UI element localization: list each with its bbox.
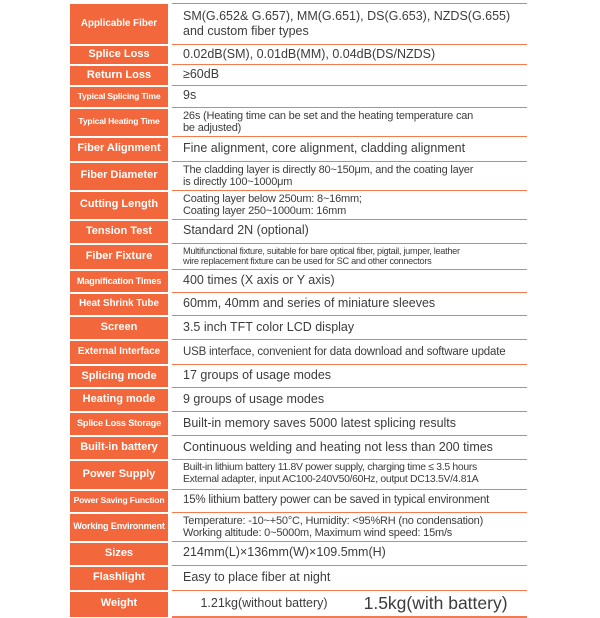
value-line: Temperature: -10~+50°C, Humidity: <95%RH (no condensation) [183, 514, 484, 527]
spec-value [172, 566, 527, 591]
row-power-saving-function [70, 490, 527, 513]
row-external-interface [70, 340, 527, 365]
value-line: Easy to place fiber at night [183, 569, 331, 584]
spec-label: External Interface [70, 341, 168, 364]
spec-label: Typical Splicing Time [70, 87, 168, 107]
spec-table [70, 3, 527, 618]
spec-value [172, 220, 527, 244]
spec-label: Splicing mode [70, 366, 168, 387]
value-line: 60mm, 40mm and series of miniature sleeves [183, 296, 436, 311]
spec-label: Splice Loss Storage [70, 413, 168, 435]
value-line: wire replacement fixture can be used for SC and other connectors [183, 256, 432, 267]
value-line: 400 times (X axis or Y axis) [183, 273, 335, 288]
spec-value [172, 513, 527, 542]
row-tension-test [70, 220, 527, 244]
spec-label: Fiber Alignment [70, 138, 168, 161]
value-line: Multifunctional fixture, suitable for bare optical fiber, pigtail, jumper, leather [183, 245, 460, 256]
spec-value [172, 365, 527, 388]
row-built-in-battery [70, 436, 527, 460]
spec-label: Typical Heating Time [70, 109, 168, 136]
row-sizes [70, 542, 527, 566]
spec-value [172, 542, 527, 566]
row-splice-loss [70, 45, 527, 65]
row-heat-shrink-tube [70, 293, 527, 316]
spec-label: Weight [70, 592, 168, 617]
spec-value [172, 490, 527, 513]
value-line: The cladding layer is directly 80~150μm, and the coating layer [183, 163, 474, 176]
value-line: 9 groups of usage modes [183, 391, 325, 406]
value-line: 15% lithium battery power can be saved in typical environment [183, 494, 490, 507]
spec-label: Fiber Diameter [70, 163, 168, 190]
spec-label: Sizes [70, 543, 168, 565]
value-line: be adjusted) [183, 121, 242, 134]
spec-value [172, 591, 527, 618]
value-line: 214mm(L)×136mm(W)×109.5mm(H) [183, 545, 386, 560]
spec-value [172, 108, 527, 137]
row-fiber-fixture [70, 244, 527, 271]
spec-value [172, 45, 527, 65]
value-line: 26s (Heating time can be set and the heating temperature can [183, 109, 474, 122]
spec-label: Tension Test [70, 221, 168, 243]
value-line: is directly 100~1000μm [183, 175, 293, 188]
spec-value [172, 412, 527, 436]
value-line: Standard 2N (optional) [183, 223, 309, 238]
value-line: USB interface, convenient for data download and software update [183, 346, 506, 359]
spec-value [172, 388, 527, 412]
spec-value [172, 270, 527, 293]
row-splice-loss-storage [70, 412, 527, 436]
value-line: 3.5 inch TFT color LCD display [183, 319, 355, 334]
spec-value [172, 293, 527, 316]
row-flashlight [70, 566, 527, 591]
row-screen [70, 316, 527, 340]
value-line: Continuous welding and heating not less than 200 times [183, 439, 493, 454]
value-line: 17 groups of usage modes [183, 368, 332, 383]
spec-label: Heating mode [70, 389, 168, 411]
spec-label: Return Loss [70, 66, 168, 84]
value-line: 0.02dB(SM), 0.01dB(MM), 0.04dB(DS/NZDS) [183, 47, 436, 61]
value-line: Built-in lithium battery 11.8V power supply, charging time ≤ 3.5 hours [183, 462, 477, 474]
value-line: Coating layer below 250um: 8~16mm; [183, 192, 362, 205]
value-line: 9s [183, 88, 197, 103]
row-return-loss [70, 65, 527, 85]
spec-value [172, 244, 527, 271]
row-fiber-alignment [70, 137, 527, 162]
spec-label: Power Saving Function [70, 491, 168, 512]
spec-value [172, 65, 527, 85]
value-line: SM(G.652& G.657), MM(G.651), DS(G.653), NZDS(G.655) [183, 8, 511, 23]
spec-label: Applicable Fiber [70, 4, 168, 44]
spec-label: Screen [70, 317, 168, 339]
spec-value [172, 162, 527, 191]
value-line: External adapter, input AC100-240V50/60Hz, output DC13.5V/4.81A [183, 474, 479, 486]
row-fiber-diameter [70, 162, 527, 191]
spec-value [172, 86, 527, 108]
spec-label: Built-in battery [70, 437, 168, 459]
spec-value [172, 460, 527, 489]
spec-value [172, 191, 527, 220]
row-splicing-mode [70, 365, 527, 388]
spec-label: Cutting Length [70, 192, 168, 219]
spec-label: Working Environment [70, 514, 168, 541]
spec-label: Heat Shrink Tube [70, 294, 168, 315]
spec-label: Magnification Times [70, 271, 168, 292]
spec-value [172, 436, 527, 460]
spec-value [172, 340, 527, 365]
weight-without-battery: 1.21kg(without battery) [200, 595, 328, 610]
value-line: Coating layer 250~1000um: 16mm [183, 204, 347, 217]
value-line: Fine alignment, core alignment, cladding alignment [183, 140, 466, 155]
spec-label: Power Supply [70, 461, 168, 488]
spec-label: Splice Loss [70, 46, 168, 64]
row-weight [70, 591, 527, 618]
spec-value [172, 137, 527, 162]
value-line: Working altitude: 0~5000m, Maximum wind speed: 15m/s [183, 526, 453, 539]
spec-value [172, 316, 527, 340]
spec-label: Flashlight [70, 567, 168, 590]
row-heating-mode [70, 388, 527, 412]
row-typical-splicing-time [70, 86, 527, 108]
row-typical-heating-time [70, 108, 527, 137]
value-line: Built-in memory saves 5000 latest splicing results [183, 415, 457, 430]
value-line: and custom fiber types [183, 24, 309, 38]
spec-value [172, 3, 527, 45]
row-working-environment [70, 513, 527, 542]
row-power-supply [70, 460, 527, 489]
row-magnification-times [70, 270, 527, 293]
spec-label: Fiber Fixture [70, 245, 168, 270]
weight-with-battery: 1.5kg(with battery) [363, 592, 508, 613]
value-line: ≥60dB [183, 67, 220, 82]
row-cutting-length [70, 191, 527, 220]
row-applicable-fiber [70, 3, 527, 45]
